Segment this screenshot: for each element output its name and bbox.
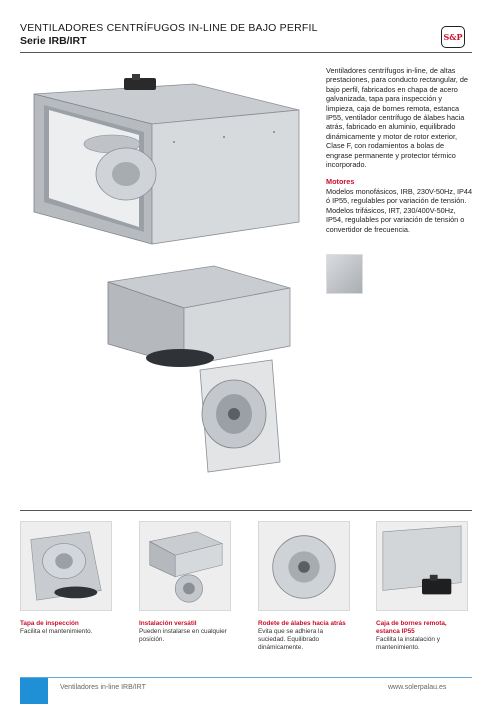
feature-image-impeller xyxy=(258,521,350,611)
feature-image-junction-box xyxy=(376,521,468,611)
footer-divider xyxy=(20,677,472,678)
feature-inspection xyxy=(20,521,112,636)
header-divider xyxy=(20,52,472,53)
feature-image-installation xyxy=(139,521,231,611)
motores-mono: Modelos monofásicos, IRB, 230V-50Hz, IP44 ó IP55, regulables por variación de tensión. xyxy=(326,186,473,206)
motores-tri: Modelos trifásicos, IRT, 230/400V-50Hz, IP54, regulables por variación de tensión o convertidor de frecuencia. xyxy=(326,205,465,234)
logo-text: S&P xyxy=(443,32,463,42)
product-image-main xyxy=(24,72,304,247)
feature-title: Tapa de inspección xyxy=(20,620,79,627)
footer-title: Ventiladores in-line IRB/IRT xyxy=(60,684,146,691)
feature-junction-box xyxy=(376,521,468,652)
feature-image-inspection xyxy=(20,521,112,611)
product-description xyxy=(326,66,472,234)
footer-website-link[interactable]: www.solerpalau.es xyxy=(388,684,447,691)
product-image-open xyxy=(104,262,296,478)
description-intro: Ventiladores centrífugos in-line, de altas prestaciones, para conducto rectangular, de bajo perfil, fabricados en chapa de acero galvanizada, tapa para inspección y limpieza, caja de bornes remota, estanca IP55, ventilador centrífugo de álabes hacia atrás, fabricado en aluminio, equilibrado dinámicamente y motor de rotor exterior, Clase F, con rodamientos a bolas de engrase permanente y protector térmico incorporado. xyxy=(326,66,468,170)
feature-desc: Facilita la instalación y mantenimiento. xyxy=(376,636,440,651)
brand-logo xyxy=(441,26,465,48)
page-header xyxy=(20,22,472,48)
section-divider xyxy=(20,510,472,511)
feature-title: Instalación versátil xyxy=(139,620,197,627)
motores-heading: Motores xyxy=(326,177,355,187)
feature-desc: Pueden instalarse en cualquier posición. xyxy=(139,628,227,643)
feature-impeller xyxy=(258,521,350,652)
product-thumbnail xyxy=(326,254,363,294)
feature-installation xyxy=(139,521,231,644)
feature-desc: Facilita el mantenimiento. xyxy=(20,628,93,635)
page-title: VENTILADORES CENTRÍFUGOS IN-LINE DE BAJO PERFIL xyxy=(20,22,318,34)
feature-title: Caja de bornes remota, estanca IP55 xyxy=(376,620,447,635)
footer-accent-block xyxy=(20,678,48,704)
feature-desc: Evita que se adhiera la suciedad. Equilibrado dinámicamente. xyxy=(258,628,324,651)
series-label: Serie IRB/IRT xyxy=(20,35,87,47)
feature-title: Rodete de álabes hacia atrás xyxy=(258,620,346,627)
